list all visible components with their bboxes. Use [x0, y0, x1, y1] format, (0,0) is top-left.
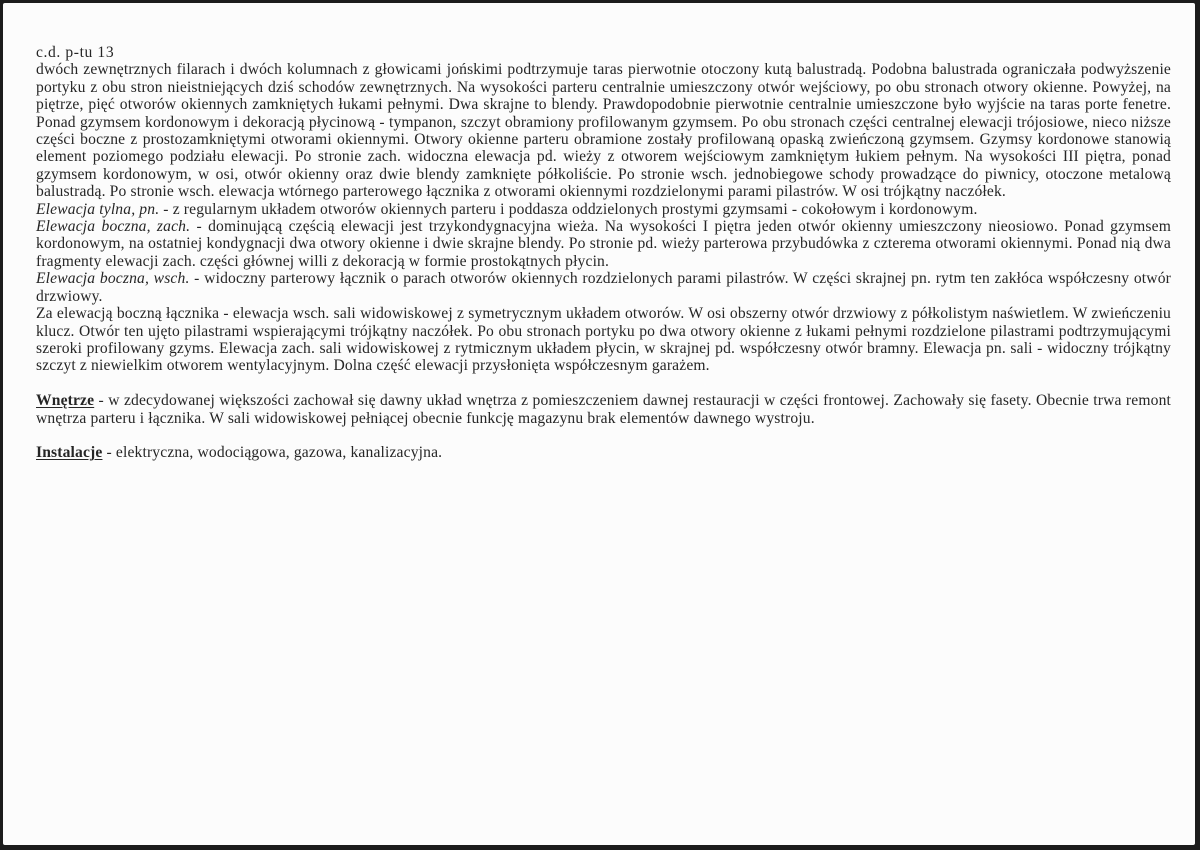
subheading-west-elevation: Elewacja boczna, zach. — [36, 218, 191, 236]
subheading-rear-elevation: Elewacja tylna, pn. — [36, 200, 160, 218]
spacer — [36, 427, 1171, 444]
east-elevation-text: - widoczny parterowy łącznik o parach otworów okiennych rozdzielonych parami pilastrów. W części skrajnej pn. rytm ten zakłóca współczesny otwór drzwiowy. — [36, 270, 1171, 305]
subheading-east-elevation: Elewacja boczna, wsch. — [36, 270, 190, 288]
section-title-installations: Instalacje — [36, 444, 103, 462]
paragraph-east-elevation — [36, 270, 1171, 305]
west-elevation-text: - dominującą częścią elewacji jest trzykondygnacyjna wieża. Na wysokości I piętra jeden otwór okienny umieszczony nieosiowo. Ponad gzymsem kordonowym, na ostatniej kondygnacji dwa otwory okienne i dwie skrajne blendy. Po stronie pd. wieży parterowa przybudówka z czterema otworami okiennymi. Ponad nią dwa fragmenty elewacji zach. części głównej willi z dekoracją w formie prostokątnych płycin. — [36, 218, 1171, 270]
page-header: c.d. p-tu 13 — [36, 44, 115, 61]
paragraph-hall-elevations: Za elewacją boczną łącznika - elewacja wsch. sali widowiskowej z symetrycznym układem otworów. W osi obszerny otwór drzwiowy z półkolistym naświetlem. W zwieńczeniu klucz. Otwór ten ujęto pilastrami wspierającymi trójkątny naczółek. Po obu stronach portyku po dwa otwory okienne z łukami pełnymi rozdzielone pilastrami podtrzymującymi szeroki profilowany gzyms. Elewacja zach. sali widowiskowej z rytmicznym układem płycin, w skrajnej pd. współczesny otwór bramny. Elewacja pn. sali - widoczny trójkątny szczyt z niewielkim otworem wentylacyjnym. Dolna część elewacji przysłonięta współczesnym garażem. — [36, 305, 1171, 375]
interior-text: - w zdecydowanej większości zachował się dawny układ wnętrza z pomieszczeniem dawnej restauracji w części frontowej. Zachowały się fasety. Obecnie trwa remont wnętrza parteru i łącznika. W sali widowiskowej pełniącej obecnie funkcję magazynu brak elementów dawnego wystroju. — [36, 392, 1171, 427]
document-body — [36, 44, 1171, 462]
paragraph-rear-elevation — [36, 201, 1171, 218]
section-installations — [36, 444, 1171, 461]
section-title-interior: Wnętrze — [36, 392, 95, 410]
document-page — [3, 3, 1195, 845]
spacer — [36, 375, 1171, 392]
section-interior — [36, 392, 1171, 427]
rear-elevation-text: - z regularnym układem otworów okiennych parteru i poddasza oddzielonych prostymi gzymsami - cokołowym i kordonowym. — [159, 200, 978, 218]
installations-text: - elektryczna, wodociągowa, gazowa, kanalizacyjna. — [102, 444, 443, 462]
paragraph-west-elevation — [36, 218, 1171, 270]
paragraph-front-elevation: dwóch zewnętrznych filarach i dwóch kolumnach z głowicami jońskimi podtrzymuje taras pierwotnie otoczony kutą balustradą. Podobna balustrada ograniczała podwyższenie portyku z obu stron nieistniejących dziś schodów zewnętrznych. Na wysokości parteru centralnie umieszczony otwór wejściowy, po obu stronach otwory okienne. Powyżej, na piętrze, pięć otworów okiennych zamkniętych łukami pełnymi. Dwa skrajne to blendy. Prawdopodobnie pierwotnie centralnie umieszczone było wyjście na taras porte fenetre. Ponad gzymsem kordonowym i dekoracją płycinową - tympanon, szczyt obramiony profilowanym gzymsem. Po obu stronach części centralnej elewacji trójosiowe, nieco niższe części boczne z prostozamkniętymi otworami okiennymi. Otwory okienne parteru obramione zostały profilowaną opaską zwieńczoną gzymsem. Gzymsy kordonowe stanowią element poziomego podziału elewacji. Po stronie zach. widoczna elewacja pd. wieży z otworem wejściowym zamkniętym łukiem pełnym. Na wysokości III piętra, ponad gzymsem kordonowym, w osi, otwór okienny oraz dwie blendy zamknięte półkoliście. Po stronie wsch. jednobiegowe schody prowadzące do piwnicy, otoczone metalową balustradą. Po stronie wsch. elewacja wtórnego parterowego łącznika z otworami okiennymi rozdzielonymi parami pilastrów. W osi trójkątny naczółek. — [36, 61, 1171, 201]
